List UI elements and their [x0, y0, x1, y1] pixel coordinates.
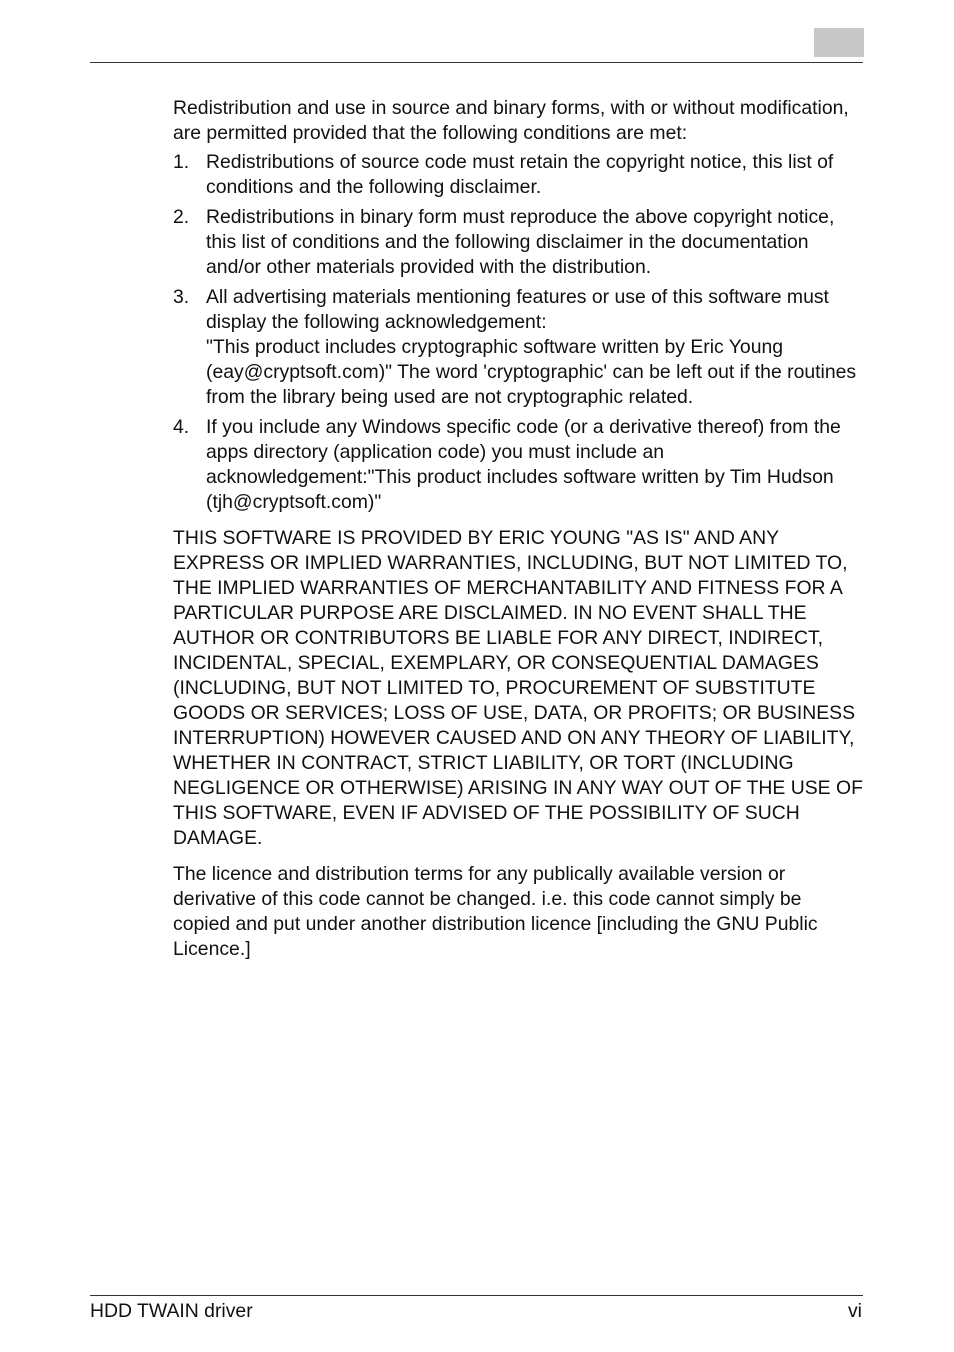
conditions-list: [173, 150, 863, 515]
licence-paragraph: The licence and distribution terms for any publically available version or derivative of this code cannot be changed. i.e. this code cannot simply be copied and put under another distribution licence [including the GNU Public Licence.]: [173, 863, 818, 960]
list-item: [173, 285, 863, 410]
page-number: vi: [847, 1300, 862, 1322]
list-item-quote: "This product includes cryptographic software written by Eric Young (eay@cryptsoft.com)" The word 'cryptographic' can be left out if the routines from the library being used are not cryptographic related.: [206, 336, 857, 408]
list-item-text: Redistributions in binary form must reproduce the above copyright notice, this list of conditions and the following disclaimer in the documentation and/or other materials provided with the distribution.: [206, 206, 835, 278]
list-item-number: 2.: [173, 206, 190, 228]
chapter-tab: [814, 28, 864, 57]
page-content: [173, 96, 863, 962]
footer-title: HDD TWAIN driver: [90, 1300, 253, 1322]
footer-rule: [90, 1295, 863, 1296]
list-item-text: All advertising materials mentioning features or use of this software must display the following acknowledgement:: [206, 286, 829, 333]
list-item-number: 1.: [173, 151, 190, 173]
list-item-text: Redistributions of source code must retain the copyright notice, this list of conditions and the following disclaimer.: [206, 151, 834, 198]
intro-paragraph: Redistribution and use in source and binary forms, with or without modification, are permitted provided that the following conditions are met:: [173, 97, 849, 144]
list-item: [173, 205, 863, 280]
list-item-number: 3.: [173, 286, 190, 308]
list-item-number: 4.: [173, 416, 190, 438]
disclaimer-paragraph: THIS SOFTWARE IS PROVIDED BY ERIC YOUNG "AS IS" AND ANY EXPRESS OR IMPLIED WARRANTIES, INCLUDING, BUT NOT LIMITED TO, THE IMPLIED WARRANTIES OF MERCHANTABILITY AND FITNESS FOR A PARTICULAR PURPOSE ARE DISCLAIMED. IN NO EVENT SHALL THE AUTHOR OR CONTRIBUTORS BE LIABLE FOR ANY DIRECT, INDIRECT, INCIDENTAL, SPECIAL, EXEMPLARY, OR CONSEQUENTIAL DAMAGES (INCLUDING, BUT NOT LIMITED TO, PROCUREMENT OF SUBSTITUTE GOODS OR SERVICES; LOSS OF USE, DATA, OR PROFITS; OR BUSINESS INTERRUPTION) HOWEVER CAUSED AND ON ANY THEORY OF LIABILITY, WHETHER IN CONTRACT, STRICT LIABILITY, OR TORT (INCLUDING NEGLIGENCE OR OTHERWISE) ARISING IN ANY WAY OUT OF THE USE OF THIS SOFTWARE, EVEN IF ADVISED OF THE POSSIBILITY OF SUCH DAMAGE.: [173, 527, 863, 849]
list-item: [173, 150, 863, 200]
list-item-text: If you include any Windows specific code (or a derivative thereof) from the apps directory (application code) you must include an acknowledgement:"This product includes software written by Tim Hudson (tjh@cryptsoft.com)": [206, 416, 841, 513]
list-item: [173, 415, 863, 515]
header-rule: [90, 62, 863, 63]
